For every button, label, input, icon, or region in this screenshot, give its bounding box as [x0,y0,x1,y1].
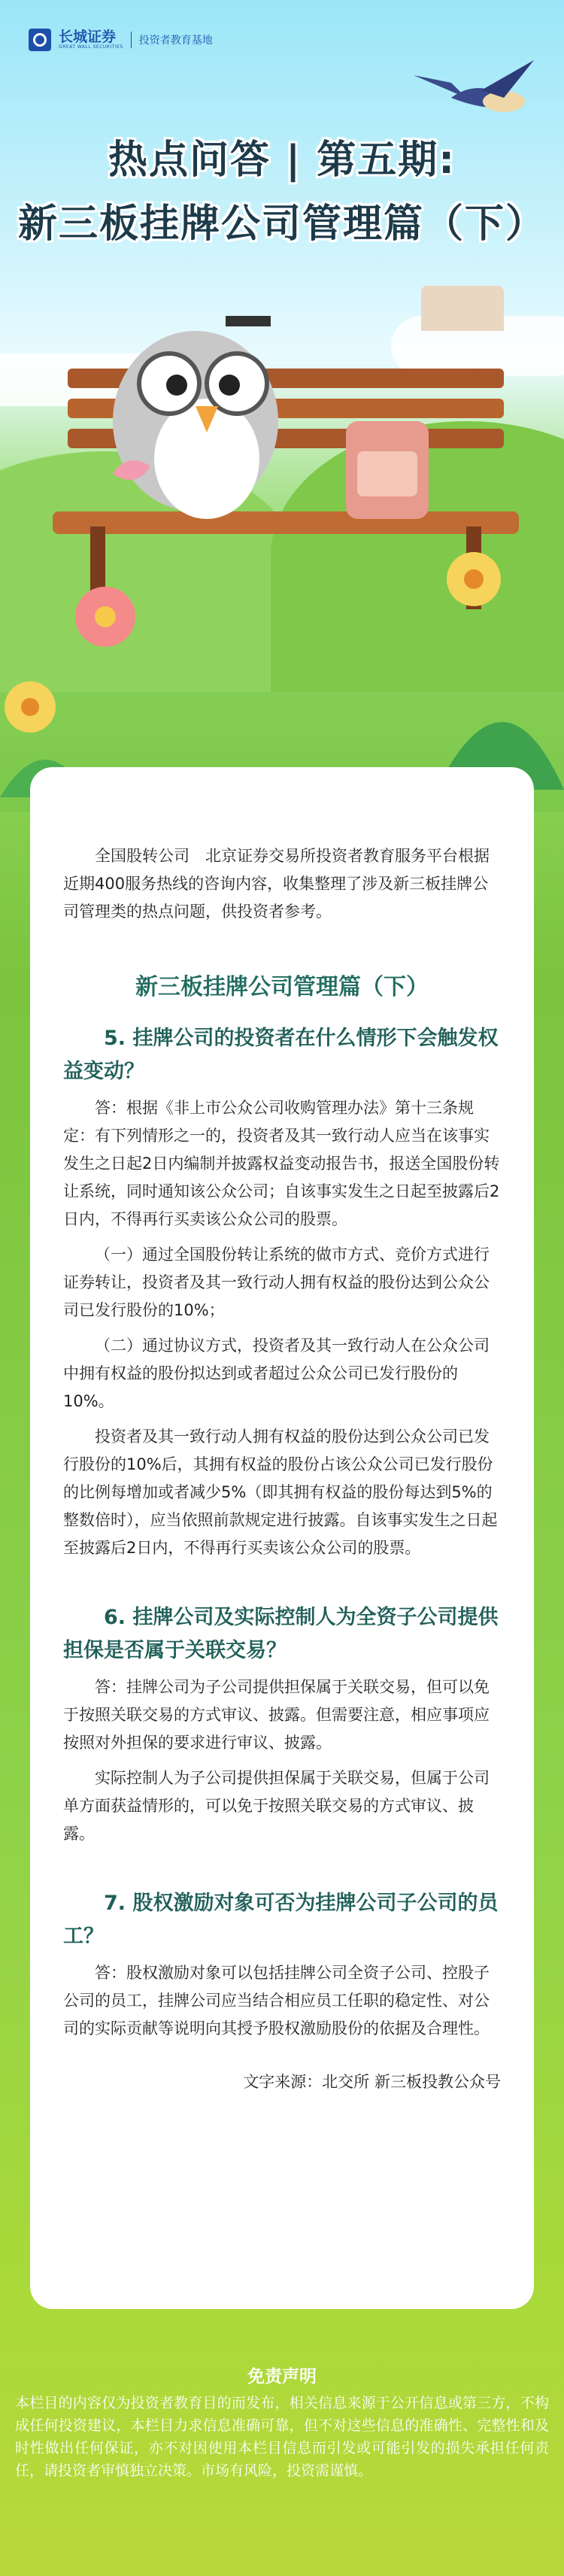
logo-name: 长城证券 [59,29,117,45]
question-heading: 6. 挂牌公司及实际控制人为全资子公司提供担保是否属于关联交易？ [63,1606,499,1662]
source-credit: 文字来源：北交所 新三板投教公众号 [243,2073,501,2091]
flowers-right-icon [391,542,564,790]
hero-banner [0,0,564,812]
answer-paragraph: 答：挂牌公司为子公司提供担保属于关联交易，但可以免于按照关联交易的方式审议、披露。但需要注意，相应事项应按照对外担保的要求进行审议、披露。 [63,1678,490,1752]
page-title-line1: 热点问答 | 第五期: [108,138,456,183]
disclaimer-text: 本栏目的内容仅为投资者教育目的而发布，相关信息来源于公开信息或第三方，不构成任何投资建议，本栏目力求信息准确可靠，但不对这些信息的准确性、完整性和及时性做出任何保证，亦不对因使用本栏目信息而引发或可能引发的损失承担任何责任，请投资者审慎独立决策。市场有风险，投资需谨慎。 [15,2395,549,2479]
qa-item [63,1601,501,1848]
intro-paragraph: 全国股转公司 北京证券交易所投资者教育服务平台根据近期400服务热线的咨询内容，收集整理了涉及新三板挂牌公司管理类的热点问题，供投资者参考。 [63,847,490,921]
answer-paragraph: 实际控制人为子公司提供担保属于关联交易，但属于公司单方面获益情形的，可以免于按照关联交易的方式审议、披露。 [63,1769,490,1843]
answer-paragraph: （一）通过全国股份转让系统的做市方式、竞价方式进行证券转让，投资者及其一致行动人拥有权益的股份达到公众公司已发行股份的10%； [63,1246,490,1319]
logo-subname: GREAT WALL SECURITIES [59,44,123,50]
brand-logo [29,29,213,51]
spacer [63,1855,501,1887]
logo-mark-icon [29,29,51,51]
logo-text [59,30,123,50]
answer-paragraph: 答：股权激励对象可以包括挂牌公司全资子公司、控股子公司的员工，挂牌公司应当结合相应员工任职的稳定性、对公司的实际贡献等说明向其授予股权激励股份的依据及合理性。 [63,1964,490,2037]
page-title-line2: 新三板挂牌公司管理篇（下） [17,202,546,247]
qa-item [63,1887,501,2043]
logo-divider [131,32,132,48]
answer-paragraph: 答：根据《非上市公众公司收购管理办法》第十三条规定：有下列情形之一的，投资者及其一致行动人应当在该事实发生之日起2日内编制并披露权益变动报告书，报送全国股份转让系统，同时通知该公众公司；自该事实发生之日起至披露后2日内，不得再行买卖该公众公司的股票。 [63,1099,500,1228]
answer-paragraph: （二）通过协议方式，投资者及其一致行动人在公众公司中拥有权益的股份拟达到或者超过公众公司已发行股份的10%。 [63,1337,490,1410]
answer-paragraph: 投资者及其一致行动人拥有权益的股份达到公众公司已发行股份的10%后，其拥有权益的股份占该公众公司已发行股份的比例每增加或者减少5%（即其拥有权益的股份每达到5%的整数倍时），应当依照前款规定进行披露。自该事实发生之日起至披露后2日内，不得再行买卖该公众公司的股票。 [63,1428,498,1557]
qa-item [63,1022,501,1562]
spacer [63,1570,501,1601]
question-heading: 7. 股权激励对象可否为挂牌公司子公司的员工？ [63,1892,499,1948]
article-card [30,767,534,2309]
swallow-bird-icon [406,45,541,135]
disclaimer-title: 免责声明 [247,2367,317,2386]
flowers-left-icon [0,572,180,797]
logo-tagline: 投资者教育基地 [138,35,213,47]
question-heading: 5. 挂牌公司的投资者在什么情形下会触发权益变动？ [63,1027,499,1083]
section-title: 新三板挂牌公司管理篇（下） [135,974,429,1000]
